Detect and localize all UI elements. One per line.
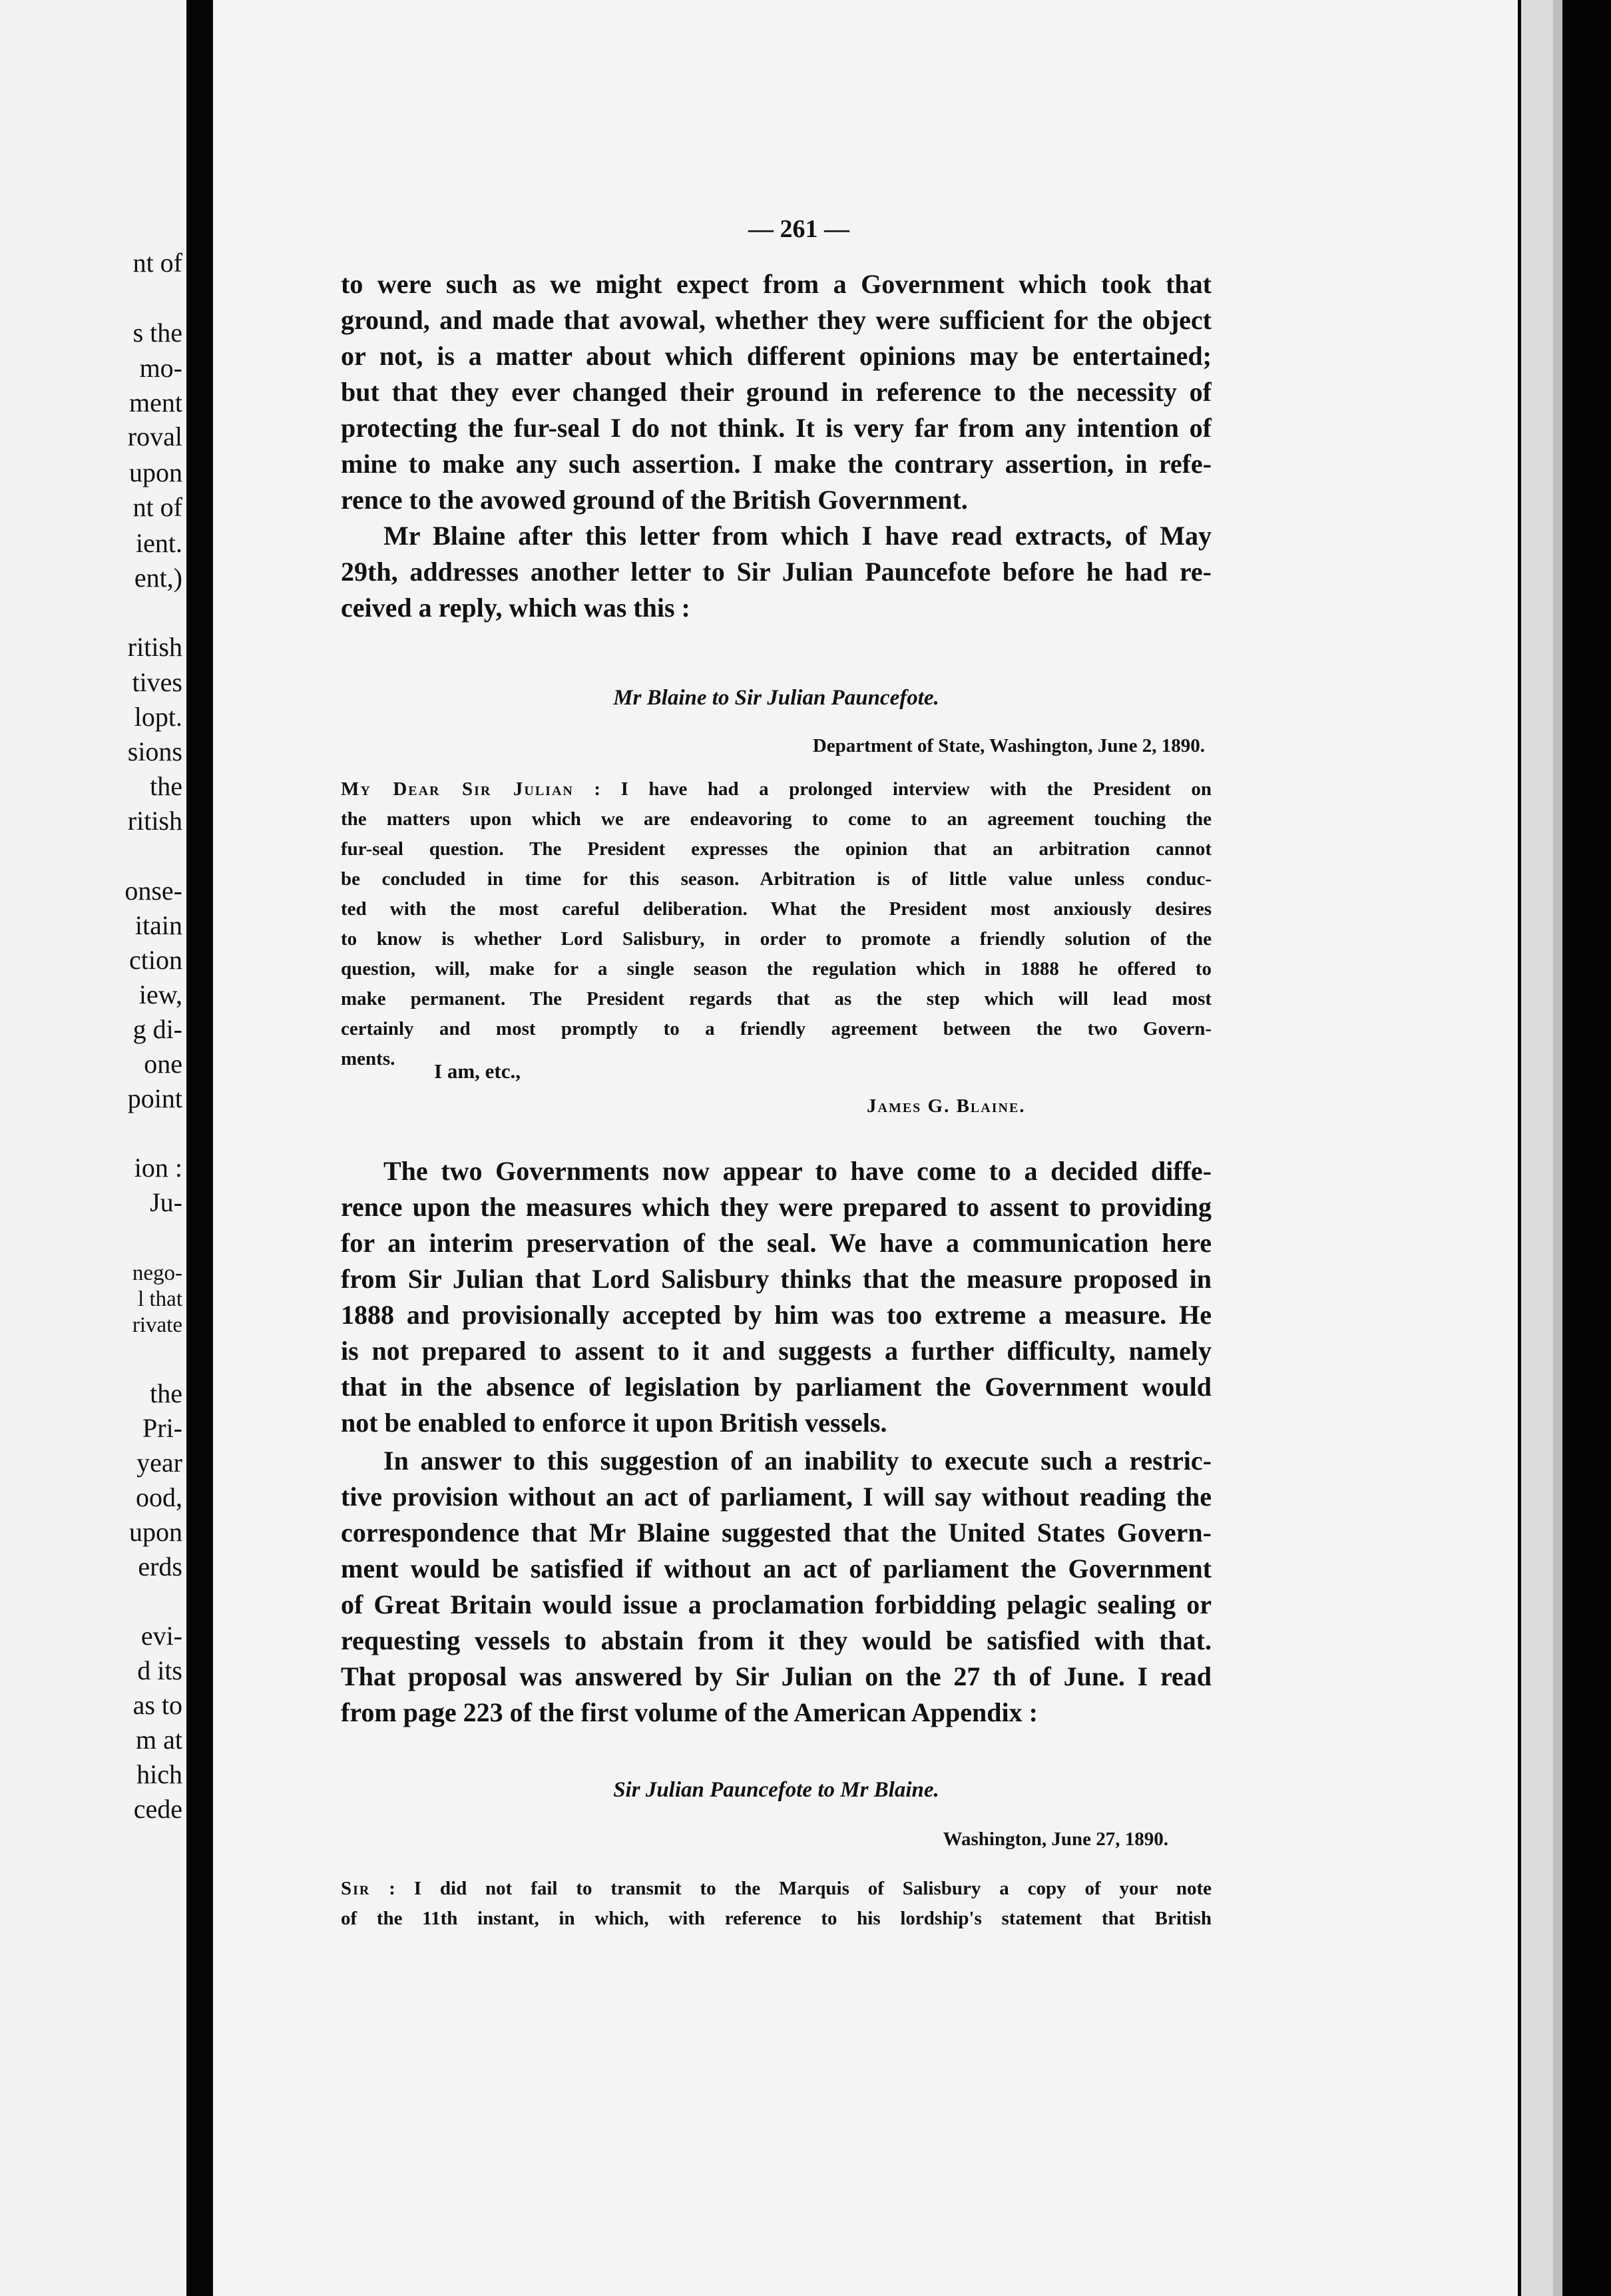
left-page-fragment: d its (137, 1655, 182, 1685)
text-line: that in the absence of legislation by parliament the Government would (341, 1372, 1212, 1402)
text-line: but that they ever changed their ground in reference to the necessity of (341, 377, 1212, 407)
text-line: make permanent. The President regards that as the step which will lead most (341, 988, 1212, 1009)
left-page-fragment: erds (138, 1552, 182, 1581)
left-page-fragment: cede (133, 1794, 182, 1824)
letter-1-dateline: Department of State, Washington, June 2, 1890. (812, 735, 1205, 756)
text-line: to know is whether Lord Salisbury, in order to promote a friendly solution of the (341, 928, 1212, 950)
text-line: certainly and most promptly to a friendly agreement between the two Govern- (341, 1018, 1212, 1039)
letter-1-closing: I am, etc., (434, 1059, 521, 1083)
text-line: protecting the fur-seal I do not think. It is very far from any intention of (341, 413, 1212, 443)
text-line: of Great Britain would issue a proclamation forbidding pelagic sealing or (341, 1589, 1212, 1619)
left-page-fragment: Pri- (142, 1413, 182, 1443)
text-line: ted with the most careful deliberation. What the President most anxiously desires (341, 898, 1212, 920)
left-page-fragment: onse- (124, 876, 182, 906)
left-page-fragment: s the (132, 318, 182, 348)
paragraph-1 (341, 266, 1212, 518)
letter-1-heading: Mr Blaine to Sir Julian Pauncefote. (613, 686, 939, 710)
text-line: question, will, make for a single season the regulation which in 1888 he offered to (341, 958, 1212, 980)
left-page-fragment: ood, (136, 1482, 182, 1512)
text-line: mine to make any such assertion. I make the contrary assertion, in refe- (341, 449, 1212, 479)
left-page-fragment: tives (132, 667, 182, 697)
left-page-fragment: m at (136, 1725, 182, 1755)
text-line: ground, and made that avowal, whether they were sufficient for the object (341, 305, 1212, 335)
letter-1-signature: James G. Blaine. (867, 1095, 1026, 1117)
letter-1-first-line (341, 774, 1212, 804)
letter-1-body (341, 774, 1212, 1074)
left-page-fragment: iew, (138, 980, 182, 1009)
text-line: 29th, addresses another letter to Sir Julian Pauncefote before he had re- (341, 557, 1212, 587)
text-line: The two Governments now appear to have come to a decided diffe- (383, 1156, 1212, 1186)
left-page-fragment: lopt. (134, 702, 182, 732)
text-line: correspondence that Mr Blaine suggested that the United States Govern- (341, 1518, 1212, 1548)
text-line: from page 223 of the first volume of the American Appendix : (341, 1697, 1038, 1727)
left-page-fragment: the (150, 1378, 182, 1408)
left-page-fragment: g di- (132, 1014, 182, 1044)
left-page-fragment: the (150, 771, 182, 801)
left-page-fragment: upon (129, 457, 182, 487)
text-line: requesting vessels to abstain from it they would be satisfied with that. (341, 1625, 1212, 1655)
left-page-fragment: point (127, 1083, 182, 1113)
left-page-fragment: ritish (127, 632, 182, 662)
text-line: ments. (341, 1048, 395, 1069)
text-line: to were such as we might expect from a Government which took that (341, 269, 1212, 299)
paragraph-3 (341, 1153, 1212, 1441)
text-line: from Sir Julian that Lord Salisbury thinks that the measure proposed in (341, 1264, 1212, 1294)
left-page-fragment: rivate (132, 1313, 182, 1337)
left-page-fragment: upon (129, 1517, 182, 1547)
letter-2-body (341, 1874, 1212, 1934)
paragraph-4 (341, 1443, 1212, 1731)
letter-2-first-line (341, 1874, 1212, 1904)
text-line: ceived a reply, which was this : (341, 593, 690, 623)
text-line: 1888 and provisionally accepted by him was too extreme a measure. He (341, 1300, 1212, 1330)
left-page-fragment: evi- (140, 1621, 182, 1651)
left-page-fragment: year (136, 1448, 182, 1478)
page-edge-strip (1521, 0, 1553, 2296)
left-page-fragment: ritish (127, 806, 182, 836)
left-page-fragment: ient. (136, 528, 182, 558)
text-line: be concluded in time for this season. Arbitration is of little value unless conduc- (341, 868, 1212, 890)
left-page-fragment: nt of (132, 492, 182, 522)
text-line: That proposal was answered by Sir Julian on the 27 th of June. I read (341, 1661, 1212, 1691)
text-line: tive provision without an act of parliament, I will say without reading the (341, 1482, 1212, 1512)
left-page-fragment: Ju- (150, 1187, 182, 1217)
left-page-fragment: hich (136, 1759, 182, 1789)
letter-2-dateline: Washington, June 27, 1890. (943, 1829, 1168, 1850)
left-page-fragment: nego- (132, 1261, 182, 1285)
text-line: rence to the avowed ground of the British Government. (341, 485, 968, 515)
text-line: or not, is a matter about which different opinions may be entertained; (341, 341, 1212, 371)
letter-1-salutation: My Dear Sir Julian (341, 778, 574, 800)
paragraph-2 (341, 518, 1212, 626)
left-page-text (0, 0, 186, 2296)
left-page-fragment: ion : (134, 1153, 182, 1183)
letter-2-salutation: Sir (341, 1878, 371, 1899)
text-line: fur-seal question. The President expresses the opinion that an arbitration cannot (341, 838, 1212, 860)
left-page-fragment: itain (134, 910, 182, 940)
text-line: Mr Blaine after this letter from which I have read extracts, of May (383, 521, 1212, 551)
page-number: — 261 — (748, 215, 849, 243)
letter-2-heading: Sir Julian Pauncefote to Mr Blaine. (613, 1778, 939, 1802)
left-page-fragment: ent,) (134, 563, 182, 593)
left-page-edge (0, 0, 186, 2296)
left-page-fragment: roval (127, 422, 182, 451)
text-line: ment would be satisfied if without an act of parliament the Government (341, 1554, 1212, 1583)
left-page-fragment: sions (127, 736, 182, 766)
left-page-fragment: ment (129, 388, 182, 418)
text-line: In answer to this suggestion of an inability to execute such a restric- (383, 1446, 1212, 1476)
text-line: the matters upon which we are endeavoring to come to an agreement touching the (341, 808, 1212, 830)
letter-1-first-line-text: : I have had a prolonged interview with the President on (594, 778, 1212, 800)
page-edge-shadow (1553, 0, 1562, 2296)
text-line: for an interim preservation of the seal. We have a communication here (341, 1228, 1212, 1258)
text-line: of the 11th instant, in which, with reference to his lordship's statement that British (341, 1908, 1212, 1929)
left-page-fragment: one (144, 1049, 182, 1079)
left-page-fragment: ction (129, 945, 182, 975)
left-page-fragment: l that (138, 1287, 182, 1311)
text-line: not be enabled to enforce it upon British vessels. (341, 1408, 887, 1438)
book-gutter (186, 0, 213, 2296)
text-line: is not prepared to assent to it and suggests a further difficulty, namely (341, 1336, 1212, 1366)
letter-2-first-line-text: : I did not fail to transmit to the Marquis of Salisbury a copy of your note (389, 1878, 1212, 1899)
left-page-fragment: nt of (132, 248, 182, 278)
text-line: rence upon the measures which they were prepared to assent to providing (341, 1192, 1212, 1222)
left-page-fragment: mo- (139, 353, 182, 383)
left-page-fragment: as to (132, 1690, 182, 1720)
